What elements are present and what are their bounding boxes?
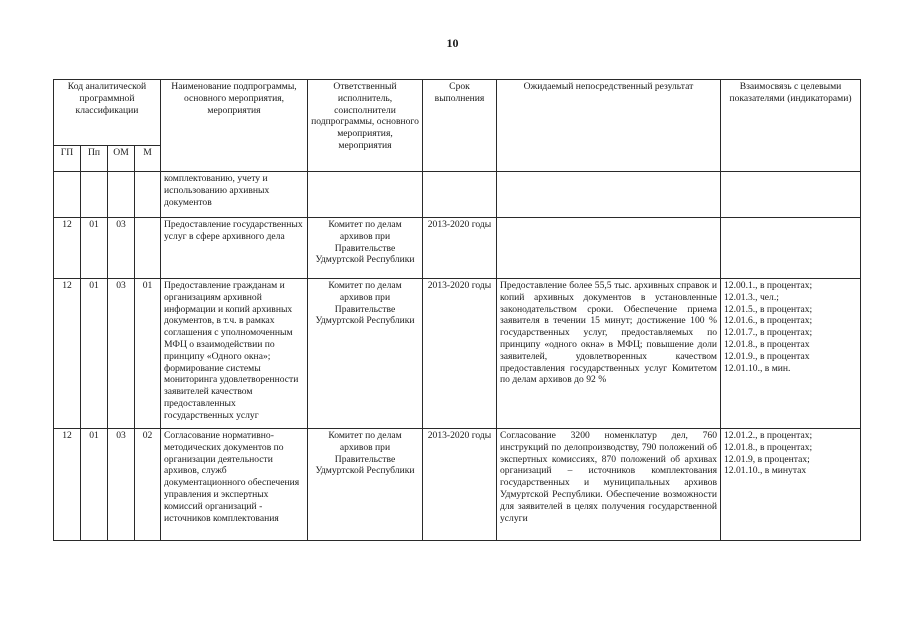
cell-term: 2013-2020 годы — [423, 279, 497, 429]
indicator-item: 12.00.1., в процентах; — [724, 280, 813, 291]
header-pp: Пп — [81, 146, 108, 172]
cell-result: Предоставление более 55,5 тыс. архивных справок и копий архивных документов в установленные законодательством сроки. Обеспечение приема заявителя в течении 15 минут; достижение 100 % государственных услуг, предоставляемых по принципу «одного окна» в МФЦ; повышение доли заявителей, удовлетворенных качеством предоставления государственных услуг Комитетом по делам архивов до 92 % — [497, 279, 721, 429]
cell-result — [497, 218, 721, 279]
cell-name: Согласование нормативно-методических документов по организации деятельности архивов, служб документационного обеспечения управления и экспертных комиссий организаций - источников комплектования — [161, 429, 308, 541]
header-term: Срок выполнения — [423, 80, 497, 172]
cell-gp: 12 — [54, 279, 81, 429]
table-header-row — [54, 80, 861, 146]
indicator-item: 12.01.9., в процентах — [724, 350, 810, 362]
cell-indicators — [721, 218, 861, 279]
cell-term — [423, 172, 497, 218]
indicator-item: 12.01.9, в процентах; — [724, 453, 810, 465]
cell-gp — [54, 172, 81, 218]
table-row — [54, 279, 861, 429]
indicator-item: 12.01.5., в процентах; — [724, 303, 813, 315]
indicator-item: 12.01.6., в процентах; — [724, 315, 813, 327]
header-result: Ожидаемый непосредственный результат — [497, 80, 721, 172]
cell-indicators — [721, 279, 861, 429]
cell-executor: Комитет по делам архивов при Правительстве Удмуртской Республики — [308, 429, 423, 541]
cell-name: Предоставление гражданам и организациям архивной информации и копий архивных документов, в т.ч. в рамках соглашения с уполномоченным МФЦ о взаимодействии по принципу «Одного окна»; формирование системы мониторинга удовлетворенности заявителей качеством предоставленных государственных услуг — [161, 279, 308, 429]
indicator-item: 12.01.8., в процентах — [724, 338, 810, 350]
header-m: М — [135, 146, 161, 172]
indicator-item: 12.01.10., в минутах — [724, 465, 807, 477]
header-om: ОМ — [108, 146, 135, 172]
cell-result — [497, 172, 721, 218]
page-number: 10 — [446, 36, 459, 50]
cell-om — [108, 172, 135, 218]
indicator-item: 12.01.7., в процентах; — [724, 327, 813, 339]
cell-om: 03 — [108, 218, 135, 279]
cell-name: Предоставление государственных услуг в сфере архивного дела — [161, 218, 308, 279]
header-name: Наименование подпрограммы, основного мероприятия, мероприятия — [161, 80, 308, 172]
cell-pp: 01 — [81, 429, 108, 541]
cell-om: 03 — [108, 429, 135, 541]
program-table — [53, 79, 861, 541]
cell-pp: 01 — [81, 218, 108, 279]
cell-indicators — [721, 429, 861, 541]
indicator-item: 12.01.10., в мин. — [724, 362, 791, 374]
header-executor: Ответственный исполнитель, соисполнители подпрограммы, основного мероприятия, мероприятия — [308, 80, 423, 172]
cell-gp: 12 — [54, 429, 81, 541]
table-row — [54, 218, 861, 279]
cell-m — [135, 172, 161, 218]
cell-result: Согласование 3200 номенклатур дел, 760 инструкций по делопроизводству, 790 положений об экспертных комиссиях, 870 положений об архивах организаций – источников комплектования государственных и муниципальных архивов Удмуртской Республики. Обеспечение возможности для заявителей в целях получения государственной услуги — [497, 429, 721, 541]
cell-pp: 01 — [81, 279, 108, 429]
indicator-item: 12.01.3., чел.; — [724, 291, 779, 303]
cell-term: 2013-2020 годы — [423, 429, 497, 541]
table-row — [54, 429, 861, 541]
cell-m: 01 — [135, 279, 161, 429]
header-link: Взаимосвязь с целевыми показателями (индикаторами) — [721, 80, 861, 172]
cell-name: комплектованию, учету и использованию архивных документов — [161, 172, 308, 218]
header-gp: ГП — [54, 146, 81, 172]
cell-m: 02 — [135, 429, 161, 541]
indicator-item: 12.01.2., в процентах; — [724, 430, 813, 441]
cell-executor: Комитет по делам архивов при Правительстве Удмуртской Республики — [308, 279, 423, 429]
indicator-item: 12.01.8., в процентах; — [724, 441, 813, 453]
cell-gp: 12 — [54, 218, 81, 279]
table-row — [54, 172, 861, 218]
cell-executor — [308, 172, 423, 218]
cell-term: 2013-2020 годы — [423, 218, 497, 279]
cell-pp — [81, 172, 108, 218]
cell-om: 03 — [108, 279, 135, 429]
cell-indicators — [721, 172, 861, 218]
header-code-group: Код аналитической программной классификации — [54, 80, 161, 146]
cell-executor: Комитет по делам архивов при Правительстве Удмуртской Республики — [308, 218, 423, 279]
cell-m — [135, 218, 161, 279]
